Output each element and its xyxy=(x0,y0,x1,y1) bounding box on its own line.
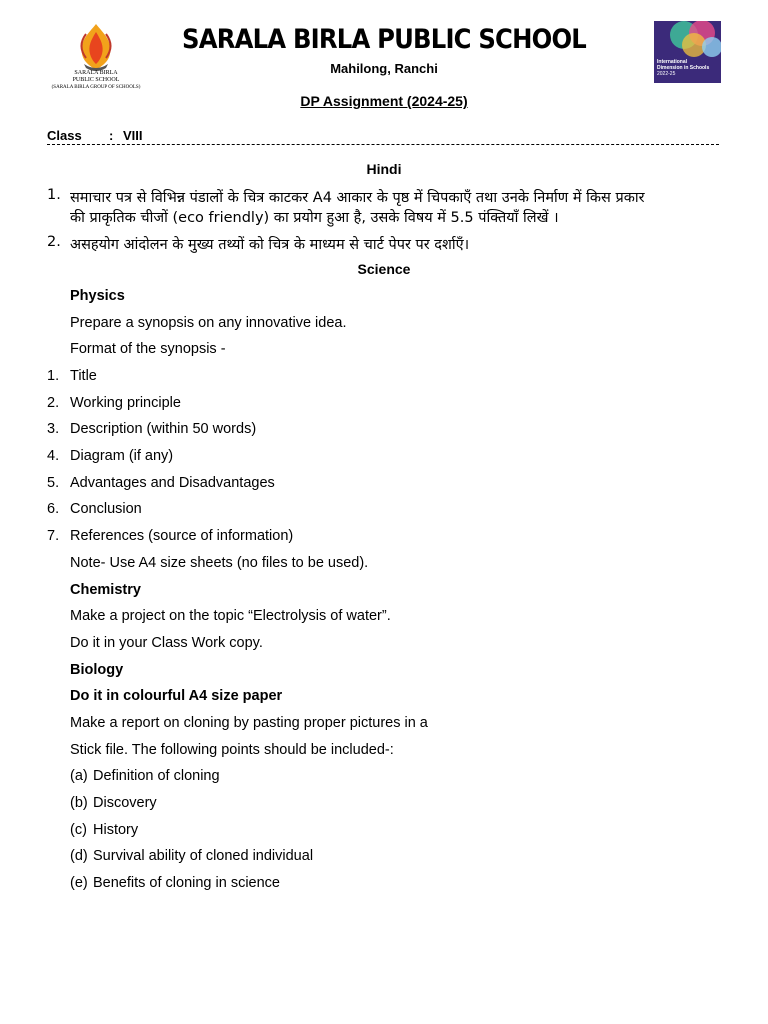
list-item: Description (within 50 words) xyxy=(70,421,257,437)
section-heading-hindi: Hindi xyxy=(366,161,402,177)
physics-note: Note- Use A4 size sheets (no files to be used). xyxy=(70,555,369,571)
divider xyxy=(47,144,719,145)
logo-line-3: (SARALA BIRLA GROUP OF SCHOOLS) xyxy=(51,85,141,90)
point-label: (b) xyxy=(70,795,88,811)
biology-subheading: Do it in colourful A4 size paper xyxy=(70,688,283,704)
list-item: Diagram (if any) xyxy=(70,448,174,464)
badge-line-1: International xyxy=(657,59,688,65)
list-number: 4. xyxy=(47,448,60,464)
biology-heading: Biology xyxy=(70,662,124,678)
list-number: 5. xyxy=(47,475,60,491)
list-number: 3. xyxy=(47,421,60,437)
class-label: Class xyxy=(47,128,82,143)
biology-line-1: Make a report on cloning by pasting proper pictures in a xyxy=(70,715,428,731)
logo-line-1: SARALA BIRLA xyxy=(74,70,118,76)
list-number: 6. xyxy=(47,501,60,517)
list-item: Title xyxy=(70,368,97,384)
point-text: Definition of cloning xyxy=(93,768,220,784)
physics-heading: Physics xyxy=(70,288,125,304)
chemistry-line-1: Make a project on the topic “Electrolysis of water”. xyxy=(70,608,391,624)
list-item: References (source of information) xyxy=(70,528,294,544)
chemistry-heading: Chemistry xyxy=(70,582,141,598)
point-label: (e) xyxy=(70,875,88,891)
hindi-item-number: 2. xyxy=(47,234,61,250)
class-value: VIII xyxy=(123,128,143,143)
point-label: (c) xyxy=(70,822,87,838)
section-heading-science: Science xyxy=(357,261,411,277)
point-text: Discovery xyxy=(93,795,157,811)
point-label: (a) xyxy=(70,768,88,784)
hindi-item-2-line-1: असहयोग आंदोलन के मुख्य तथ्यों को चित्र के माध्यम से चार्ट पेपर पर दर्शाएँ। xyxy=(70,237,470,253)
point-text: Survival ability of cloned individual xyxy=(93,848,314,864)
school-location: Mahilong, Ranchi xyxy=(330,61,438,76)
list-item: Working principle xyxy=(70,395,181,411)
hindi-item-1-line-1: समाचार पत्र से विभिन्न पंडालों के चित्र काटकर A4 आकार के पृष्ठ में चिपकाएँ तथा उनके निर्माण में किस प्रकार xyxy=(70,190,645,206)
hindi-item-number: 1. xyxy=(47,187,61,203)
point-text: Benefits of cloning in science xyxy=(93,875,280,891)
class-separator: : xyxy=(109,128,114,143)
list-number: 2. xyxy=(47,395,60,411)
list-item: Conclusion xyxy=(70,501,142,517)
chemistry-line-2: Do it in your Class Work copy. xyxy=(70,635,263,651)
class-row xyxy=(47,128,143,143)
logo-line-2: PUBLIC SCHOOL xyxy=(72,77,120,83)
physics-intro: Prepare a synopsis on any innovative idea. xyxy=(70,315,347,331)
assignment-title: DP Assignment (2024-25) xyxy=(300,93,468,109)
badge-line-2: Dimension in Schools xyxy=(657,65,710,71)
synopsis-format-label: Format of the synopsis - xyxy=(70,341,226,357)
list-number: 1. xyxy=(47,368,60,384)
biology-line-2: Stick file. The following points should be included-: xyxy=(70,742,394,758)
school-name: SARALA BIRLA PUBLIC SCHOOL xyxy=(182,24,586,55)
point-label: (d) xyxy=(70,848,88,864)
list-item: Advantages and Disadvantages xyxy=(70,475,275,491)
list-number: 7. xyxy=(47,528,60,544)
point-text: History xyxy=(93,822,139,838)
badge-line-3: 2022-25 xyxy=(657,71,676,77)
hindi-item-1-line-2: की प्राकृतिक चीजों (eco friendly) का प्रयोग हुआ है, उसके विषय में 5.5 पंक्तियाँ लिखें । xyxy=(70,210,559,226)
